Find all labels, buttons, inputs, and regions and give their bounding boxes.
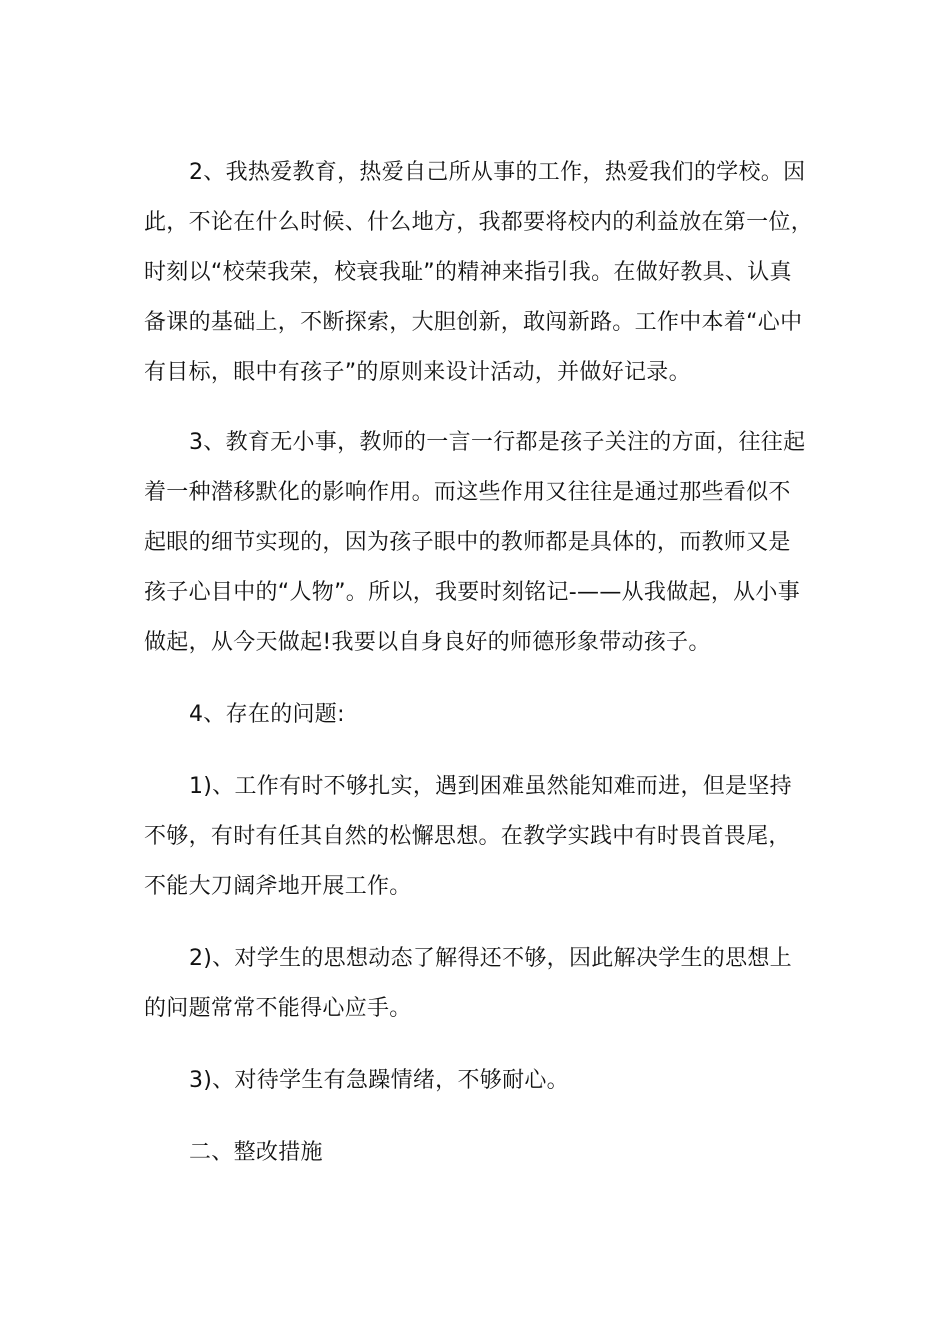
problem-item-2: [144, 934, 824, 1034]
problem-item-1: [144, 762, 824, 912]
paragraph-text: 2、我热爱教育，热爱自己所从事的工作，热爱我们的学校。因 此，不论在什么时候、什么地方，我都要将校内的利益放在第一位， 时刻以“校荣我荣，校衰我耻”的精神来指引我。在做好教具、认真 备课的基础上，不断探索，大胆创新，敢闯新路。工作中本着“心中 有目标，眼中有孩子”的原则来设计活动，并做好记录。: [144, 160, 814, 385]
heading-text: 4、存在的问题:: [189, 702, 345, 727]
paragraph-text: 2)、对学生的思想动态了解得还不够，因此解决学生的思想上 的问题常常不能得心应手。: [144, 946, 792, 1021]
section-heading-rectification: [144, 1128, 824, 1178]
paragraph-text: 3)、对待学生有急躁情绪，不够耐心。: [189, 1068, 569, 1093]
problem-item-3: [144, 1056, 824, 1106]
heading-text: 二、整改措施: [189, 1140, 323, 1165]
paragraph-dedication: [144, 148, 824, 398]
paragraph-text: 3、教育无小事，教师的一言一行都是孩子关注的方面，往往起 着一种潜移默化的影响作用。而这些作用又往往是通过那些看似不 起眼的细节实现的，因为孩子眼中的教师都是具体的，而教师又是 孩子心目中的“人物”。所以，我要时刻铭记-——从我做起，从小事 做起，从今天做起!我要以自身良好的师德形象带动孩子。: [144, 430, 806, 655]
paragraph-education-details: [144, 418, 824, 668]
paragraph-text: 1)、工作有时不够扎实，遇到困难虽然能知难而进，但是坚持 不够，有时有任其自然的松懈思想。在教学实践中有时畏首畏尾， 不能大刀阔斧地开展工作。: [144, 774, 792, 899]
section-heading-problems: [144, 690, 824, 740]
